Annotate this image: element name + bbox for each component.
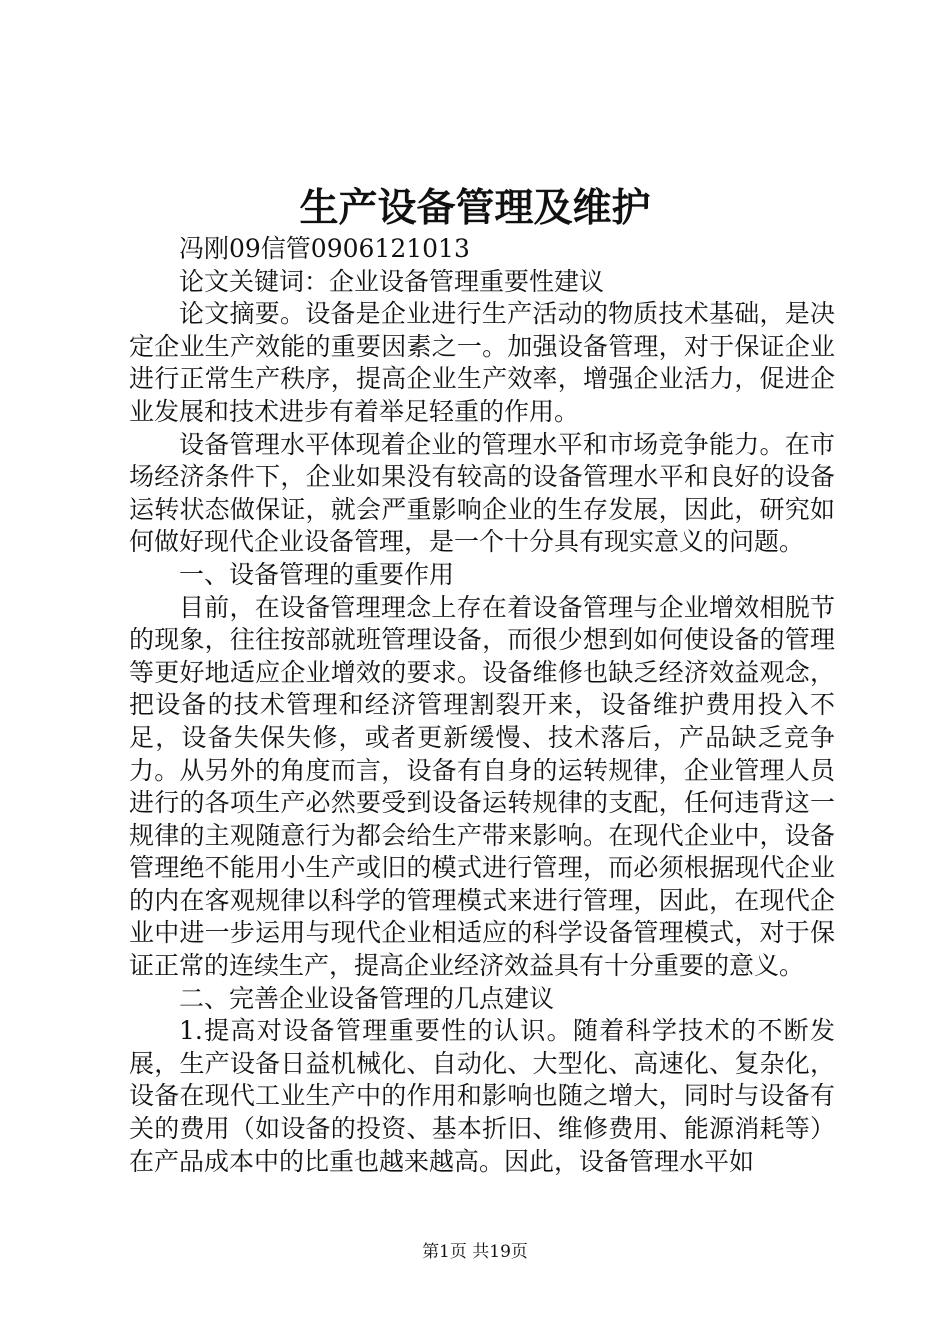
- document-title: 生产设备管理及维护: [299, 185, 651, 231]
- section-heading: 一、设备管理的重要作用: [179, 559, 455, 589]
- document-body: [129, 233, 835, 1178]
- body-paragraph: 设备管理水平体现着企业的管理水平和市场竞争能力。在市场经济条件下，企业如果没有较高的设备管理水平和良好的设备运转状态做保证，就会严重影响企业的生存发展，因此，研究如何做好现代企业设备管理，是一个十分具有现实意义的问题。: [129, 429, 835, 557]
- body-paragraph: 目前，在设备管理理念上存在着设备管理与企业增效相脱节的现象，往往按部就班管理设备，而很少想到如何使设备的管理等更好地适应企业增效的要求。设备维修也缺乏经济效益观念，把设备的技术管理和经济管理割裂开来，设备维护费用投入不足，设备失保失修，或者更新缓慢、技术落后，产品缺乏竞争力。从另外的角度而言，设备有自身的运转规律，企业管理人员进行的各项生产必然要受到设备运转规律的支配，任何违背这一规律的主观随意行为都会给生产带来影响。在现代企业中，设备管理绝不能用小生产或旧的模式进行管理，而必须根据现代企业的内在客观规律以科学的管理模式来进行管理，因此，在现代企业中进一步运用与现代企业相适应的科学设备管理模式，对于保证正常的连续生产，提高企业经济效益具有十分重要的意义。: [129, 592, 835, 981]
- section-heading: 二、完善企业设备管理的几点建议: [179, 983, 555, 1013]
- author-line: 冯刚09信管0906121013: [179, 234, 470, 263]
- abstract-paragraph: 论文摘要。设备是企业进行生产活动的物质技术基础，是决定企业生产效能的重要因素之一。加强设备管理，对于保证企业进行正常生产秩序，提高企业生产效率，增强企业活力，促进企业发展和技术进步有着举足轻重的作用。: [129, 299, 835, 426]
- body-paragraph: 1.提高对设备管理重要性的认识。随着科学技术的不断发展，生产设备日益机械化、自动化、大型化、高速化、复杂化，设备在现代工业生产中的作用和影响也随之增大，同时与设备有关的费用（如设备的投资、基本折旧、维修费用、能源消耗等）在产品成本中的比重也越来越高。因此，设备管理水平如: [129, 1016, 835, 1176]
- page-footer: 第1页 共19页: [422, 1242, 528, 1262]
- keywords-line: 论文关键词：企业设备管理重要性建议: [179, 266, 605, 296]
